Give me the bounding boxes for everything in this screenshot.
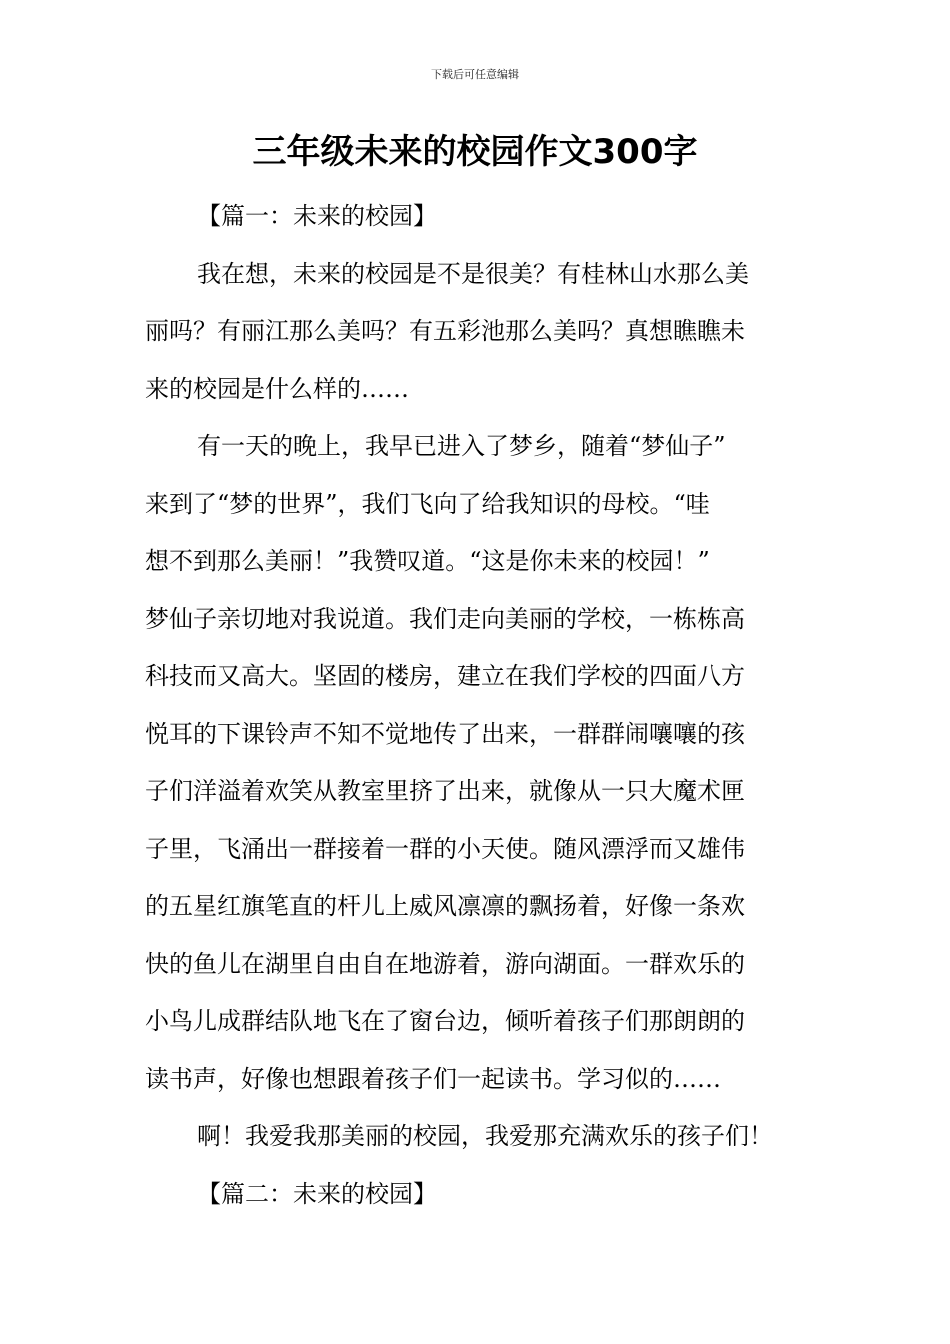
text-line: 子们洋溢着欢笑从教室里挤了出来，就像从一只大魔术匣	[145, 777, 745, 805]
text-line: 我在想，未来的校园是不是很美？有桂林山水那么美	[197, 259, 749, 288]
text-line: 【篇二：未来的校园】	[197, 1179, 437, 1208]
text-line: 小鸟儿成群结队地飞在了窗台边，倾听着孩子们那朗朗的	[145, 1007, 745, 1035]
document-title: 三年级未来的校园作文300字	[252, 132, 698, 172]
text-line: 快的鱼儿在湖里自由自在地游着，游向湖面。一群欢乐的	[145, 949, 745, 978]
text-line: 有一天的晚上，我早已进入了梦乡，随着“梦仙子”	[197, 432, 726, 460]
document-body	[145, 188, 807, 1223]
page-header-note: 下载后可任意编辑	[431, 68, 519, 81]
text-line: 梦仙子亲切地对我说道。我们走向美丽的学校，一栋栋高	[145, 604, 745, 633]
text-line: 悦耳的下课铃声不知不觉地传了出来，一群群闹嚷嚷的孩	[145, 719, 745, 748]
text-line: 子里，飞涌出一群接着一群的小天使。随风漂浮而又雄伟	[145, 834, 745, 863]
text-line: 的五星红旗笔直的杆儿上威风凛凛的飘扬着，好像一条欢	[145, 892, 745, 920]
text-line: 读书声，好像也想跟着孩子们一起读书。学习似的……	[145, 1064, 721, 1093]
text-line: 【篇一：未来的校园】	[197, 202, 437, 230]
text-line: 想不到那么美丽！”我赞叹道。“这是你未来的校园！”	[145, 547, 710, 575]
text-line: 来到了“梦的世界”，我们飞向了给我知识的母校。“哇	[145, 489, 710, 518]
text-line: 来的校园是什么样的……	[145, 374, 409, 403]
text-line: 丽吗？有丽江那么美吗？有五彩池那么美吗？真想瞧瞧未	[145, 317, 745, 345]
text-line: 啊！我爱我那美丽的校园，我爱那充满欢乐的孩子们！	[197, 1122, 773, 1150]
text-line: 科技而又高大。坚固的楼房，建立在我们学校的四面八方	[145, 662, 745, 690]
